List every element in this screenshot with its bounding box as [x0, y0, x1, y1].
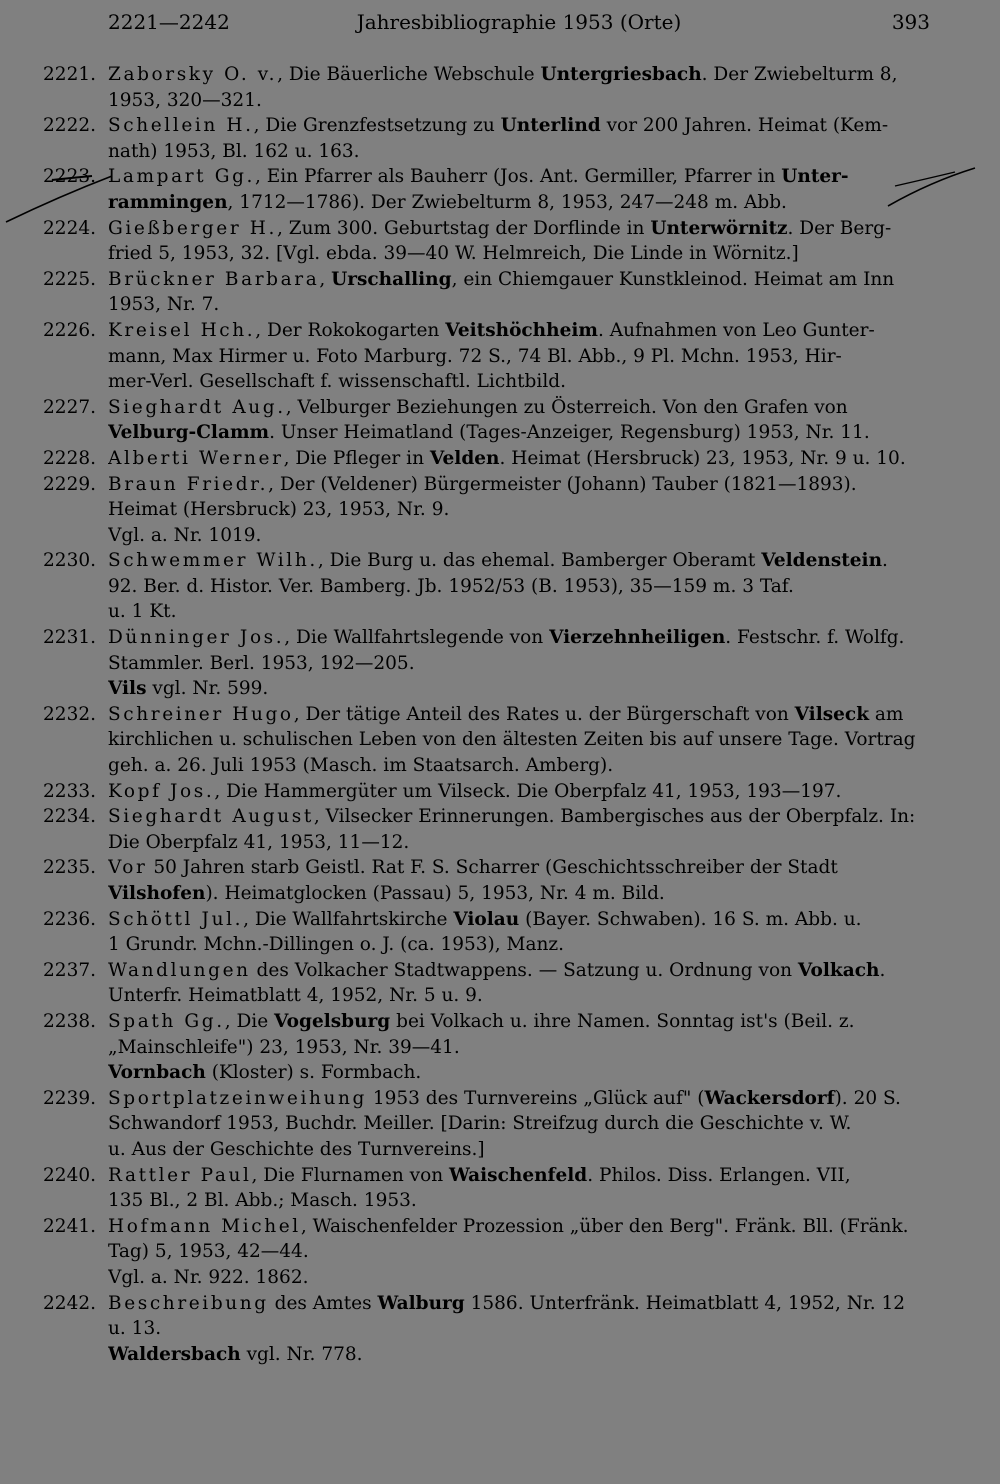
entry-place: Velden [429, 447, 500, 469]
bibliography-entry [40, 318, 930, 395]
entry-author: Spath Gg. [108, 1010, 225, 1032]
bibliography-entry [40, 1163, 930, 1214]
entry-text: 135 Bl., 2 Bl. Abb.; Masch. 1953. [108, 1190, 417, 1212]
bibliography-entry [40, 216, 930, 267]
entry-text: . Der Zwiebelturm 8, [701, 64, 898, 85]
entry-line [108, 958, 930, 984]
bibliography-entry [40, 1214, 930, 1291]
bibliography-entry [40, 548, 930, 625]
bibliography-entry [40, 164, 930, 215]
entry-text: , Der (Veldener) Bürgermeister (Johann) Tauber (1821—1893). [268, 473, 857, 495]
entry-author: Brückner Barbara [108, 268, 320, 290]
bibliography-entries [40, 62, 930, 1367]
entry-place: Walburg [377, 1292, 465, 1314]
entry-number: 2236. [43, 908, 96, 930]
bibliography-entry [40, 958, 930, 1009]
entry-author: Lampart Gg. [108, 166, 255, 188]
entry-text: ). Heimatglocken (Passau) 5, 1953, Nr. 4 m. Bild. [205, 883, 665, 904]
entry-author: Beschreibung [108, 1292, 269, 1314]
entry-place: Vilseck [794, 703, 870, 725]
entry-line [108, 1009, 930, 1035]
entry-place: Untergriesbach [540, 64, 702, 85]
header-range: 2221—2242 [108, 10, 230, 34]
entry-text: geh. a. 26. Juli 1953 (Masch. im Staatsarch. Amberg). [108, 755, 614, 777]
bibliography-entry [40, 855, 930, 906]
entry-line [108, 625, 930, 651]
entry-author: Zaborsky O. v. [108, 64, 278, 85]
entry-line [108, 446, 930, 472]
entry-text: Die Oberpfalz 41, 1953, 11—12. [108, 831, 410, 853]
entry-line [108, 344, 930, 370]
bibliography-entry [40, 267, 930, 318]
entry-number: 2227. [43, 396, 96, 418]
entry-text: vgl. Nr. 778. [240, 1343, 363, 1365]
entry-text: 1953, Nr. 7. [108, 294, 220, 316]
entry-text: ). 20 S. [834, 1087, 901, 1109]
entry-line [108, 1342, 930, 1368]
entry-text: Unterfr. Heimatblatt 4, 1952, Nr. 5 u. 9. [108, 985, 483, 1007]
entry-text: des Volkacher Stadtwappens. — Satzung u. Ordnung von [250, 959, 798, 981]
entry-number: 2230. [43, 550, 96, 572]
entry-line [108, 830, 930, 856]
entry-place: Vornbach [108, 1062, 206, 1084]
entry-line [108, 420, 930, 446]
entry-line [108, 113, 930, 139]
entry-place: Unterlind [500, 115, 601, 137]
entry-text: . Festschr. f. Wolfg. [725, 627, 905, 649]
entry-line [108, 88, 930, 114]
bibliography-entry [40, 779, 930, 805]
entry-line [108, 62, 930, 88]
entry-place: Vils [108, 678, 147, 700]
entry-text: , Ein Pfarrer als Bauherr (Jos. Ant. Germiller, Pfarrer in [255, 166, 782, 188]
entry-line [108, 216, 930, 242]
entry-line [108, 139, 930, 165]
entry-place: Violau [453, 908, 520, 930]
entry-line [108, 395, 930, 421]
entry-line [108, 1086, 930, 1112]
entry-text: Vgl. a. Nr. 1019. [108, 524, 262, 546]
entry-author: Dünninger Jos. [108, 627, 285, 649]
entry-number: 2237. [43, 959, 96, 981]
page-header [108, 10, 930, 40]
entry-author: Hofmann Michel [108, 1215, 301, 1237]
entry-place: Waldersbach [108, 1343, 241, 1365]
entry-line [108, 472, 930, 498]
entry-line [108, 497, 930, 523]
entry-author: Schellein H. [108, 115, 254, 137]
entry-text: kirchlichen u. schulischen Leben von den ältesten Zeiten bis auf unsere Tage. Vortrag [108, 729, 916, 751]
entry-text: mann, Max Hirmer u. Foto Marburg. 72 S., 74 Bl. Abb., 9 Pl. Mchn. 1953, Hir- [108, 345, 842, 367]
entry-line [108, 1188, 930, 1214]
entry-text: 50 Jahren starb Geistl. Rat F. S. Scharrer (Geschichtsschreiber der Stadt [147, 857, 838, 879]
entry-line [108, 1316, 930, 1342]
entry-number: 2222. [43, 115, 96, 137]
entry-text: 1 Grundr. Mchn.-Dillingen o. J. (ca. 1953), Manz. [108, 934, 565, 956]
entry-line [108, 855, 930, 881]
entry-text: fried 5, 1953, 32. [Vgl. ebda. 39—40 W. Helmreich, Die Linde in Wörnitz.] [108, 243, 799, 265]
entry-text: , ein Chiemgauer Kunstkleinod. Heimat am Inn [451, 268, 895, 290]
entry-line [108, 779, 930, 805]
entry-line [108, 292, 930, 318]
entry-text: , Die Pfleger in [283, 447, 430, 469]
entry-author: Rattler Paul [108, 1164, 252, 1186]
page-number: 393 [891, 10, 930, 34]
entry-text: (Bayer. Schwaben). 16 S. m. Abb. u. [519, 908, 862, 930]
entry-text: , Vilsecker Erinnerungen. Bambergisches aus der Oberpfalz. In: [313, 806, 916, 828]
entry-place: Vilshofen [108, 883, 206, 904]
bibliography-entry [40, 625, 930, 702]
entry-number: 2223. [43, 166, 96, 188]
entry-author: Vor [108, 857, 148, 879]
bibliography-entry [40, 1009, 930, 1086]
entry-line [108, 369, 930, 395]
entry-number: 2229. [43, 473, 96, 495]
entry-line [108, 804, 930, 830]
bibliography-entry [40, 1086, 930, 1163]
entry-text: , Die Grenzfestsetzung zu [253, 115, 501, 137]
header-title: Jahresbibliographie 1953 (Orte) [356, 10, 682, 34]
entry-text: 92. Ber. d. Histor. Ver. Bamberg. Jb. 1952/53 (B. 1953), 35—159 m. 3 Taf. [108, 575, 794, 597]
entry-line [108, 164, 930, 190]
entry-author: Schreiner Hugo [108, 703, 294, 725]
entry-text: 1953 des Turnvereins „Glück auf" ( [366, 1087, 705, 1109]
entry-text: . Heimat (Hersbruck) 23, 1953, Nr. 9 u. 10. [499, 447, 906, 469]
entry-text: Vgl. a. Nr. 922. 1862. [108, 1266, 309, 1288]
entry-text: . Philos. Diss. Erlangen. VII, [587, 1164, 851, 1186]
entry-author: Schwemmer Wilh. [108, 550, 318, 572]
entry-text: , Waischenfelder Prozession „über den Berg". Fränk. Bll. (Fränk. [300, 1215, 909, 1237]
entry-line [108, 523, 930, 549]
entry-text: mer-Verl. Gesellschaft f. wissenschaftl. Lichtbild. [108, 371, 566, 393]
entry-line [108, 1111, 930, 1137]
entry-line [108, 702, 930, 728]
entry-text: nath) 1953, Bl. 162 u. 163. [108, 140, 360, 162]
entry-author: Kopf Jos. [108, 780, 215, 802]
entry-line [108, 1214, 930, 1240]
bibliography-entry [40, 62, 930, 113]
entry-text: Schwandorf 1953, Buchdr. Meiller. [Darin: Streifzug durch die Geschichte v. W. [108, 1113, 852, 1135]
entry-line [108, 727, 930, 753]
entry-line [108, 881, 930, 907]
entry-place: Velburg-Clamm [108, 422, 270, 444]
entry-text: vor 200 Jahren. Heimat (Kem- [600, 115, 889, 137]
entry-number: 2239. [43, 1087, 96, 1109]
entry-text: Tag) 5, 1953, 42—44. [108, 1241, 309, 1263]
entry-text: , 1712—1786). Der Zwiebelturm 8, 1953, 247—248 m. Abb. [227, 191, 787, 213]
entry-place: Unterwörnitz [650, 217, 788, 239]
entry-author: Sieghardt August [108, 806, 314, 828]
entry-author: Braun Friedr. [108, 473, 269, 495]
entry-text: u. 1 Kt. [108, 601, 177, 623]
entry-text: am [869, 703, 904, 725]
entry-text: , Der tätige Anteil des Rates u. der Bürgerschaft von [293, 703, 795, 725]
entry-author: Alberti Werner [108, 447, 284, 469]
entry-line [108, 267, 930, 293]
bibliography-entry [40, 804, 930, 855]
entry-text: , Der Rokokogarten [255, 319, 446, 341]
entry-line [108, 1060, 930, 1086]
entry-line [108, 1163, 930, 1189]
entry-text: , Zum 300. Geburtstag der Dorflinde in [276, 217, 651, 239]
entry-line [108, 651, 930, 677]
bibliography-entry [40, 472, 930, 549]
entry-place: Urschalling [331, 268, 452, 290]
entry-place: rammingen [108, 191, 228, 213]
bibliography-entry [40, 446, 930, 472]
entry-text: . Der Berg- [787, 217, 892, 239]
entry-place: Veitshöchheim [445, 319, 598, 341]
entry-author: Sieghardt Aug. [108, 396, 286, 418]
bibliography-entry [40, 702, 930, 779]
bibliography-entry [40, 395, 930, 446]
entry-place: Waischenfeld [449, 1164, 588, 1186]
entry-number: 2221. [43, 64, 96, 85]
entry-text: u. 13. [108, 1318, 162, 1340]
entry-number: 2234. [43, 806, 96, 828]
entry-number: 2224. [43, 217, 96, 239]
entry-text: , Die Burg u. das ehemal. Bamberger Oberamt [317, 550, 762, 572]
entry-text: Stammler. Berl. 1953, 192—205. [108, 652, 415, 674]
entry-number: 2235. [43, 857, 96, 879]
bibliography-entry [40, 1291, 930, 1368]
entry-line [108, 983, 930, 1009]
entry-place: Vierzehnheiligen [549, 627, 726, 649]
entry-line [108, 241, 930, 267]
entry-text: . [879, 959, 886, 981]
entry-line [108, 907, 930, 933]
entry-text: (Kloster) s. Formbach. [205, 1062, 422, 1084]
entry-author: Gießberger H. [108, 217, 277, 239]
entry-place: Volkach [797, 959, 880, 981]
bibliography-entry [40, 907, 930, 958]
entry-line [108, 1239, 930, 1265]
entry-text: vgl. Nr. 599. [146, 678, 269, 700]
entry-line [108, 1137, 930, 1163]
entry-text: , Die Wallfahrtslegende von [284, 627, 550, 649]
entry-text: , [319, 268, 332, 290]
entry-line [108, 1035, 930, 1061]
entry-text: , Die [224, 1010, 275, 1032]
entry-number: 2226. [43, 319, 96, 341]
entry-text: , Die Bäuerliche Webschule [277, 64, 541, 85]
entry-number: 2232. [43, 703, 96, 725]
entry-text: . [882, 550, 888, 572]
entry-line [108, 676, 930, 702]
entry-place: Wackersdorf [704, 1087, 835, 1109]
entry-number: 2233. [43, 780, 96, 802]
entry-text: , Velburger Beziehungen zu Österreich. Von den Grafen von [285, 396, 848, 418]
entry-line [108, 1291, 930, 1317]
entry-text: . Aufnahmen von Leo Gunter- [597, 319, 875, 341]
entry-text: , Die Hammergüter um Vilseck. Die Oberpfalz 41, 1953, 193—197. [214, 780, 842, 802]
entry-number: 2231. [43, 627, 96, 649]
entry-text: 1953, 320—321. [108, 89, 262, 111]
entry-number: 2241. [43, 1215, 96, 1237]
entry-author: Sportplatzeinweihung [108, 1087, 367, 1109]
entry-text: 1586. Unterfränk. Heimatblatt 4, 1952, Nr. 12 [464, 1292, 906, 1314]
entry-author: Kreisel Hch. [108, 319, 256, 341]
entry-line [108, 318, 930, 344]
entry-line [108, 574, 930, 600]
entry-author: Wandlungen [108, 959, 251, 981]
entry-line [108, 753, 930, 779]
entry-text: bei Volkach u. ihre Namen. Sonntag ist's (Beil. z. [390, 1010, 855, 1032]
entry-line [108, 599, 930, 625]
entry-line [108, 190, 930, 216]
entry-text: u. Aus der Geschichte des Turnvereins.] [108, 1138, 485, 1160]
entry-number: 2225. [43, 268, 96, 290]
entry-line [108, 932, 930, 958]
entry-text: Heimat (Hersbruck) 23, 1953, Nr. 9. [108, 499, 450, 521]
entry-place: Veldenstein [761, 550, 883, 572]
entry-text: , Die Wallfahrtskirche [243, 908, 454, 930]
entry-text: . Unser Heimatland (Tages-Anzeiger, Regensburg) 1953, Nr. 11. [269, 422, 870, 444]
entry-place: Vogelsburg [274, 1010, 391, 1032]
bibliography-entry [40, 113, 930, 164]
entry-number: 2242. [43, 1292, 96, 1314]
entry-text: „Mainschleife") 23, 1953, Nr. 39—41. [108, 1036, 460, 1058]
entry-line [108, 548, 930, 574]
entry-number: 2238. [43, 1010, 96, 1032]
entry-author: Schöttl Jul. [108, 908, 244, 930]
entry-number: 2228. [43, 447, 96, 469]
entry-place: Unter- [781, 166, 849, 188]
entry-number: 2240. [43, 1164, 96, 1186]
entry-text: des Amtes [268, 1292, 378, 1314]
entry-line [108, 1265, 930, 1291]
entry-text: , Die Flurnamen von [251, 1164, 449, 1186]
